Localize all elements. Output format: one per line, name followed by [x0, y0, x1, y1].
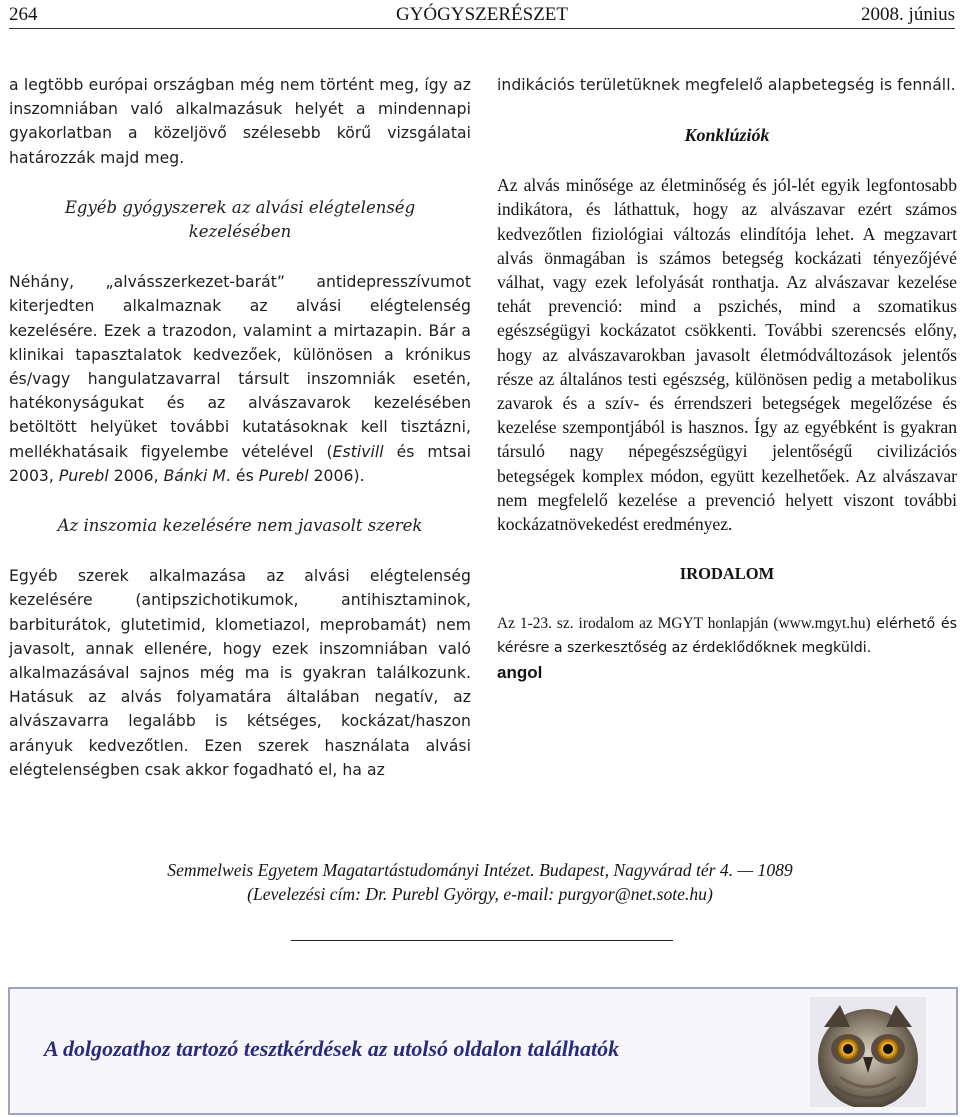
references-line1: Az 1-23. sz. irodalom az MGYT honlapján (www.mgyt.hu) [497, 615, 871, 633]
citation-author: Purebl [58, 466, 109, 485]
header-rule [9, 28, 955, 29]
references-heading: IRODALOM [679, 564, 775, 584]
issue-date: 2008. június [861, 4, 955, 25]
section-heading-line2: kezelésében [188, 222, 292, 242]
citation-text: . és [225, 466, 259, 485]
intro-paragraph: a legtöbb európai országban még nem történt meg, így az inszomniában való alkalmazásuk helyét a mindennapi gyakorlatban a közeljövő szélesebb körű vizsgálatai határozzák majd meg. [9, 76, 471, 167]
section-heading-other-drugs [9, 196, 471, 244]
left-column [9, 73, 471, 782]
continuation-paragraph: indikációs területüknek megfelelő alapbetegség is fennáll. [497, 76, 956, 94]
citation-text: és mtsai 2003, [9, 442, 471, 485]
conclusions-heading: Konklúziók [684, 125, 770, 146]
author-affiliation [0, 858, 960, 906]
running-header [9, 4, 955, 30]
other-drugs-text: Néhány, „alvásszerkezet-barát” antidepresszívumot kiterjedten alkalmaznak az alvási elégtelenség kezelésére. Ezek a trazodon, valamint a mirtazapin. Bár a klinikai tapasztalatok kedvezőek, különösen a krónikus és/vagy hangulatzavarral társult inszomniák esetén, hatékonyságukat és az alvászavarok kezelésében betöltött helyüket további kutatásoknak kell tisztázni, mellékhatásaik figyelembe vételével ( [9, 273, 471, 461]
references-paragraph [497, 612, 957, 660]
test-questions-notice [8, 987, 958, 1115]
not-recommended-paragraph: Egyéb szerek alkalmazása az alvási elégtelenség kezelésére (antipszichotikumok, antihisztaminok, barbiturátok, glutetimid, klometiazol, meprobamát) nem javasolt, annak ellenére, hogy ezek inszomniában való alkalmazásával sajnos még ma is gyakran találkozunk. Hatásuk az alvás folyamatára általában negatív, az alvászavarra legalább is kétséges, kockázat/haszon arányuk kedvezőtlen. Ezen szerek használata alvási elégtelenségben csak akkor fogadható el, ha az [9, 567, 471, 779]
right-column [497, 73, 957, 685]
citation-author: Bánki M [163, 466, 226, 485]
affiliation-line1: Semmelweis Egyetem Magatartástudományi Intézet. Budapest, Nagyvárad tér 4. — 1089 [167, 860, 793, 880]
notice-text: A dolgozathoz tartozó tesztkérdések az utolsó oldalon találhatók [44, 1036, 620, 1061]
journal-title: GYÓGYSZERÉSZET [395, 4, 569, 25]
references-language: angol [497, 662, 543, 682]
citation-author: Purebl [258, 466, 309, 485]
citation-text: 2006). [308, 466, 365, 485]
page-number: 264 [9, 4, 38, 25]
affiliation-line2: (Levelezési cím: Dr. Purebl György, e-mail: purgyor@net.sote.hu) [247, 884, 713, 905]
references-line2: elérhető és kérésre a szerkesztőség az érdeklődőknek megküldi. [497, 616, 957, 657]
owl-icon [810, 997, 926, 1107]
conclusions-paragraph: Az alvás minősége az életminőség és jól-lét egyik legfontosabb indikátora, és láthattuk, hogy az alvászavar ezért számos kedvezőtlen fiziológiai változás elindítója lehet. A megzavart alvás önmagában is számos betegség kockázati tényezőjévé válhat, vagy ezek lefolyását ronthatja. Az alvászavar kezelése tehát prevenció: mind a pszichés, mind a szomatikus egészségügyi kockázatot csökkenti. További szerencsés előny, hogy az alvászavarokban javasolt életmódváltozások jelentős része az általános testi egészség, különösen pedig a metabolikus zavarok és a szív- és érrendszeri betegségek megelőzése és kezelése szempontjából is hasznos. Így az egyébként is gyakran társuló nagy népegészségügyi jelentőségű civilizációs betegségek komplex módon, együtt kezelhetőek. Az alvászavar nem megfelelő kezelése a prevenció helyett viszont további kockázatnövekedést eredményez. [497, 175, 957, 535]
other-drugs-paragraph [9, 270, 471, 488]
section-heading-line1: Egyéb gyógyszerek az alvási elégtelenség [64, 197, 416, 217]
separator-rule [291, 940, 673, 941]
citation-text: 2006, [108, 466, 164, 485]
citation-author: Estivill [332, 442, 384, 461]
section-heading-not-recommended: Az inszomia kezelésére nem javasolt szerek [57, 516, 423, 536]
